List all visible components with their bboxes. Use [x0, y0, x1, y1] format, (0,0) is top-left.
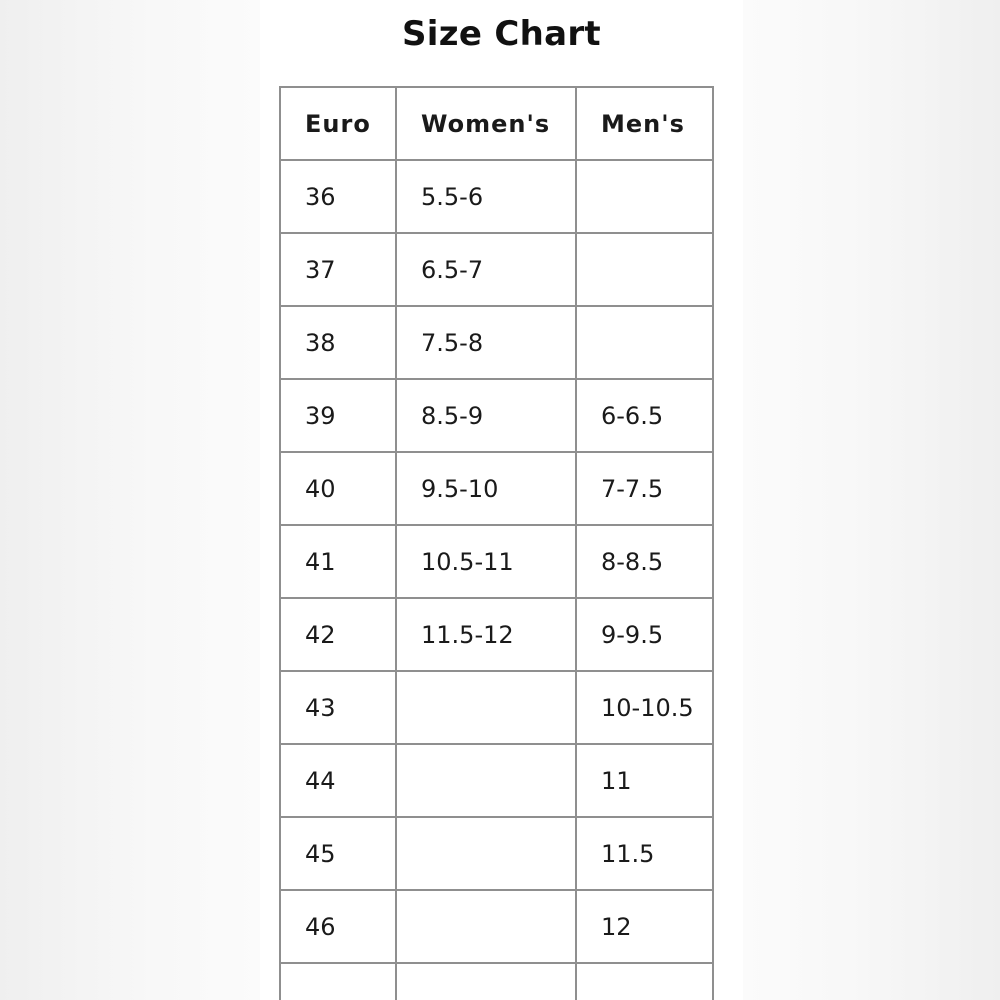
header-womens: Women's: [396, 87, 576, 160]
table-row: [280, 452, 713, 525]
cell-mens: [576, 160, 713, 233]
cell-womens: 8.5-9: [396, 379, 576, 452]
cell-euro: [280, 963, 396, 1000]
cell-euro: 40: [280, 452, 396, 525]
cell-womens: 6.5-7: [396, 233, 576, 306]
cell-mens: 11: [576, 744, 713, 817]
cell-womens: [396, 744, 576, 817]
blurred-background-left: [0, 0, 260, 1000]
table-header-row: [280, 87, 713, 160]
header-euro: Euro: [280, 87, 396, 160]
cell-euro: 44: [280, 744, 396, 817]
table-row: [280, 306, 713, 379]
cell-womens: [396, 963, 576, 1000]
cell-euro: 42: [280, 598, 396, 671]
table-row: [280, 744, 713, 817]
table-row: [280, 890, 713, 963]
table-row: [280, 233, 713, 306]
cell-mens: [576, 963, 713, 1000]
cell-euro: 39: [280, 379, 396, 452]
table-row: [280, 525, 713, 598]
size-chart-panel: [260, 0, 743, 1000]
table-row: [280, 817, 713, 890]
table-row: [280, 671, 713, 744]
cell-euro: 45: [280, 817, 396, 890]
cell-mens: 9-9.5: [576, 598, 713, 671]
cell-euro: 38: [280, 306, 396, 379]
cell-womens: 11.5-12: [396, 598, 576, 671]
cell-mens: 6-6.5: [576, 379, 713, 452]
cell-womens: 5.5-6: [396, 160, 576, 233]
table-row: [280, 160, 713, 233]
table-row: [280, 379, 713, 452]
cell-womens: [396, 817, 576, 890]
table-row: [280, 963, 713, 1000]
cell-euro: 41: [280, 525, 396, 598]
cell-euro: 37: [280, 233, 396, 306]
cell-womens: 7.5-8: [396, 306, 576, 379]
cell-euro: 36: [280, 160, 396, 233]
cell-mens: 8-8.5: [576, 525, 713, 598]
cell-euro: 43: [280, 671, 396, 744]
cell-mens: 10-10.5: [576, 671, 713, 744]
cell-womens: [396, 671, 576, 744]
cell-womens: 10.5-11: [396, 525, 576, 598]
cell-mens: [576, 233, 713, 306]
cell-mens: 7-7.5: [576, 452, 713, 525]
size-table: [279, 86, 714, 1000]
cell-womens: 9.5-10: [396, 452, 576, 525]
cell-mens: [576, 306, 713, 379]
cell-womens: [396, 890, 576, 963]
cell-mens: 12: [576, 890, 713, 963]
table-row: [280, 598, 713, 671]
header-mens: Men's: [576, 87, 713, 160]
blurred-background-right: [743, 0, 1000, 1000]
cell-mens: 11.5: [576, 817, 713, 890]
page-title: Size Chart: [402, 14, 601, 54]
cell-euro: 46: [280, 890, 396, 963]
